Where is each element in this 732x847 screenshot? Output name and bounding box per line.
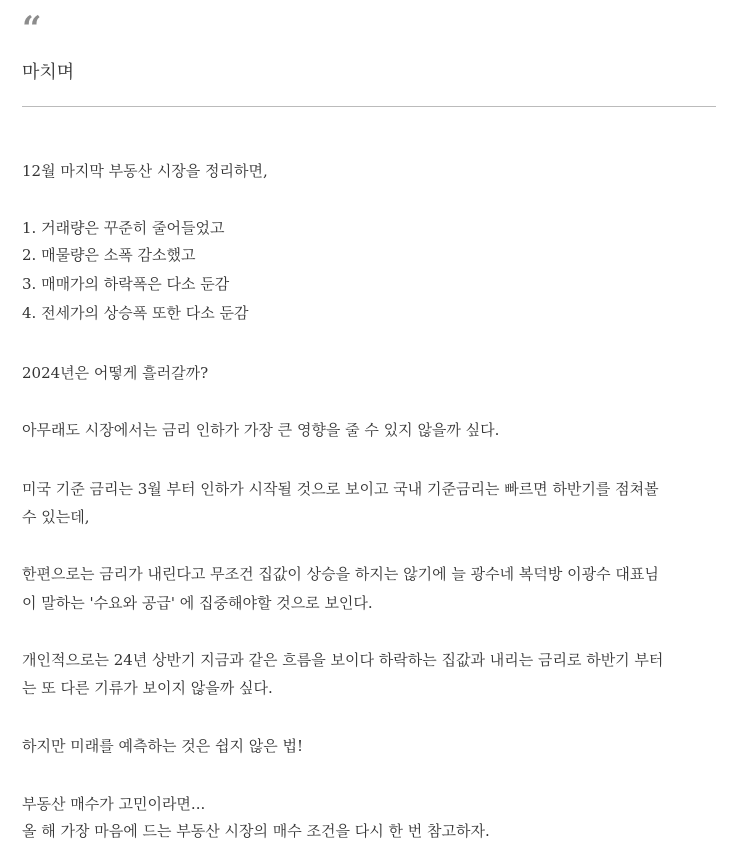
paragraph-line: 부동산 매수가 고민이라면... (22, 795, 206, 813)
paragraph-line: 12월 마지막 부동산 시장을 정리하면, (22, 162, 268, 180)
list-item: 2. 매물량은 소폭 감소했고 (22, 246, 196, 264)
paragraph-line: 개인적으로는 24년 상반기 지금과 같은 흐름을 보이다 하락하는 집값과 내리는 금리로 하반기 부터 (22, 651, 664, 669)
section-heading: 마치며 (22, 62, 75, 83)
paragraph-line: 는 또 다른 기류가 보이지 않을까 싶다. (22, 679, 273, 697)
paragraph-line: 하지만 미래를 예측하는 것은 쉽지 않은 법! (22, 737, 303, 755)
paragraph-line: 한편으로는 금리가 내린다고 무조건 집값이 상승을 하지는 않기에 늘 광수네 복덕방 이광수 대표님 (22, 565, 659, 583)
paragraph-line: 아무래도 시장에서는 금리 인하가 가장 큰 영향을 줄 수 있지 않을까 싶다. (22, 421, 500, 439)
paragraph-line: 이 말하는 '수요와 공급' 에 집중해야할 것으로 보인다. (22, 594, 373, 612)
paragraph-line: 올 해 가장 마음에 드는 부동산 시장의 매수 조건을 다시 한 번 참고하자. (22, 822, 490, 840)
list-item: 4. 전세가의 상승폭 또한 다소 둔감 (22, 304, 249, 322)
divider (22, 106, 716, 107)
paragraph-line: 2024년은 어떻게 흘러갈까? (22, 364, 209, 382)
list-item: 1. 거래량은 꾸준히 줄어들었고 (22, 219, 225, 237)
list-item: 3. 매매가의 하락폭은 다소 둔감 (22, 275, 230, 293)
paragraph-line: 수 있는데, (22, 508, 90, 526)
paragraph-line: 미국 기준 금리는 3월 부터 인하가 시작될 것으로 보이고 국내 기준금리는 빠르면 하반기를 점쳐볼 (22, 480, 659, 498)
quote-icon: “ (22, 9, 39, 49)
